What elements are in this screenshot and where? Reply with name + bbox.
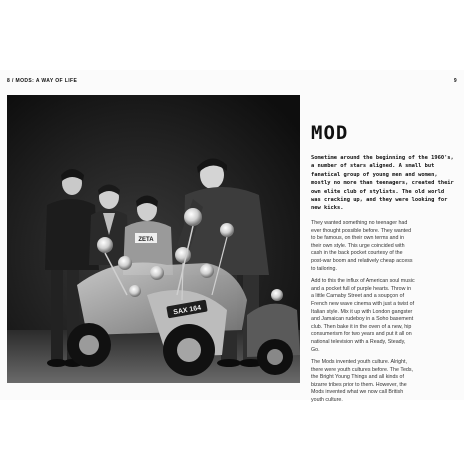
article-intro: Sometime around the beginning of the 1960's, a number of stars aligned. A small but fanatical group of young men and women, mostly no more than teenagers, created their own elite club of stylists. The old world was cracking up, and they were looking for new kicks. [311,155,454,212]
article-body [311,220,415,410]
scooter-plate-text: SAX 164 [172,304,202,317]
body-paragraph: They wanted something no teenager had ever thought possible before. They wanted to be famous, on their own terms and in their own style. This urge coincided with cash in the back pocket courtesy of the post-war boom and relatively cheap access to tailoring. [311,220,413,272]
jacket-patch-text: ZETA [138,237,154,243]
body-paragraph: The Mods invented youth culture. Alright, there were youth cultures before. The Teds, the Bright Young Things and all kinds of bizarre tribes prior to them. However, the Mods invented what we now call British youth culture. [311,359,413,404]
mods-scooter-photo [7,95,300,383]
left-page-folio: 8 / MODS: A WAY OF LIFE [7,78,78,84]
body-paragraph: Add to this the influx of American soul music and a pocket full of purple hearts. Throw in a little Carnaby Street and a soupçon of French new wave cinema with just a twist of Italian style. Mix it up with London gangster and Jamaican rudeboy in a Soho basement club. Then bake it in the oven of a new, hip consumerism for two years and put it all on national television with a Ready, Steady, Go. [311,278,415,353]
right-page-number: 9 [453,78,457,84]
article-heading: MOD [311,122,349,144]
